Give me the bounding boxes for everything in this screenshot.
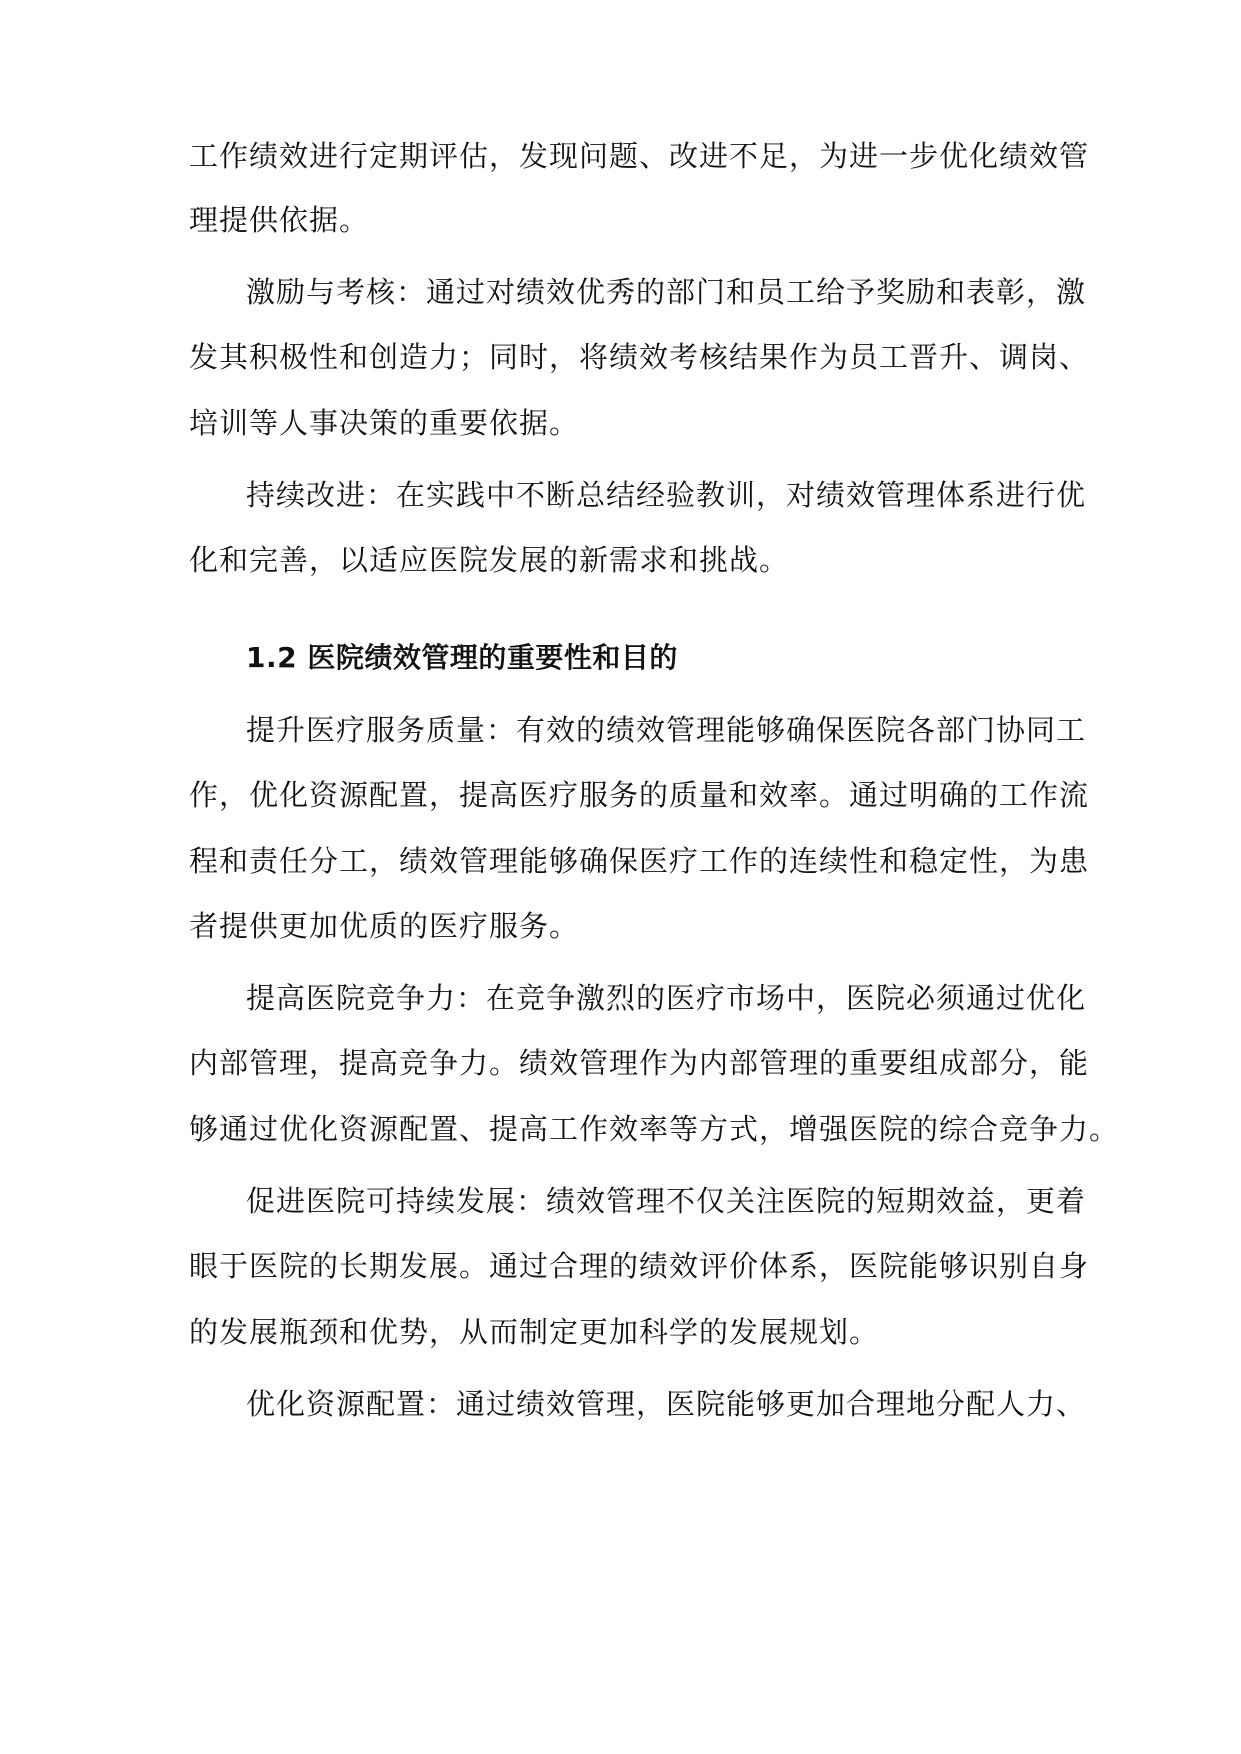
paragraph-quality-line-1: 提升医疗服务质量：有效的绩效管理能够确保医院各部门协同工 — [246, 713, 1087, 747]
paragraph-quality-line-3: 程和责任分工，绩效管理能够确保医疗工作的连续性和稳定性，为患 — [189, 844, 1090, 878]
paragraph-resources-line-1: 优化资源配置：通过绩效管理，医院能够更加合理地分配人力、 — [246, 1387, 1087, 1421]
paragraph-incentive-line-3: 培训等人事决策的重要依据。 — [189, 406, 580, 440]
paragraph-improvement-line-1: 持续改进：在实践中不断总结经验教训，对绩效管理体系进行优 — [246, 478, 1087, 512]
paragraph-continuation-line-1: 工作绩效进行定期评估，发现问题、改进不足，为进一步优化绩效管 — [189, 139, 1090, 173]
paragraph-competitiveness-line-3: 够通过优化资源配置、提高工作效率等方式，增强医院的综合竞争力。 — [189, 1112, 1120, 1146]
paragraph-sustainability-line-2: 眼于医院的长期发展。通过合理的绩效评价体系，医院能够识别自身 — [189, 1249, 1090, 1283]
paragraph-continuation-line-2: 理提供依据。 — [189, 203, 370, 237]
paragraph-quality-line-2: 作，优化资源配置，提高医疗服务的质量和效率。通过明确的工作流 — [189, 778, 1090, 812]
section-heading: 1.2 医院绩效管理的重要性和目的 — [246, 641, 678, 674]
paragraph-sustainability-line-3: 的发展瓶颈和优势，从而制定更加科学的发展规划。 — [189, 1315, 880, 1349]
paragraph-quality-line-4: 者提供更加优质的医疗服务。 — [189, 909, 580, 943]
paragraph-competitiveness-line-2: 内部管理，提高竞争力。绩效管理作为内部管理的重要组成部分，能 — [189, 1046, 1090, 1080]
paragraph-incentive-line-2: 发其积极性和创造力；同时，将绩效考核结果作为员工晋升、调岗、 — [189, 340, 1090, 374]
paragraph-sustainability-line-1: 促进医院可持续发展：绩效管理不仅关注医院的短期效益，更着 — [246, 1184, 1087, 1218]
paragraph-competitiveness-line-1: 提高医院竞争力：在竞争激烈的医疗市场中，医院必须通过优化 — [246, 981, 1087, 1015]
paragraph-incentive-line-1: 激励与考核：通过对绩效优秀的部门和员工给予奖励和表彰，激 — [246, 275, 1087, 309]
paragraph-improvement-line-2: 化和完善，以适应医院发展的新需求和挑战。 — [189, 543, 790, 577]
